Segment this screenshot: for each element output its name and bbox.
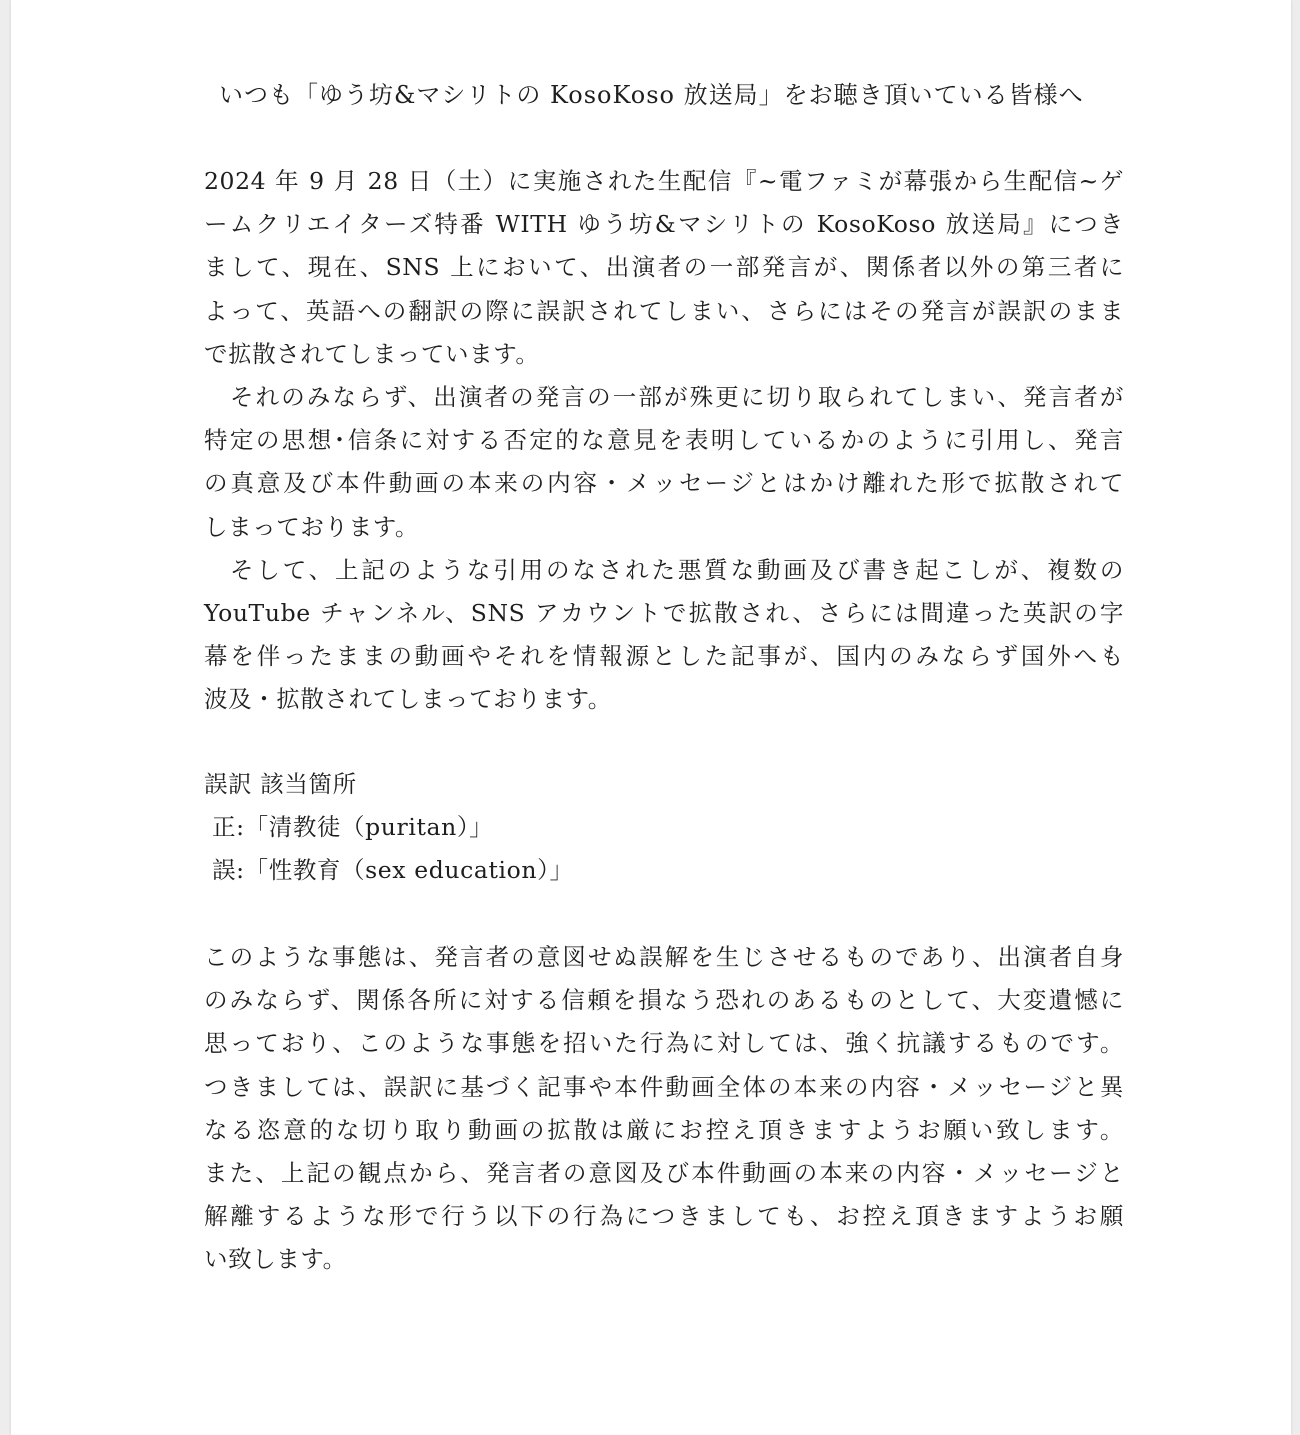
text-line: 2024 年 9 月 28 日（土）に実施された生配信『~電ファミが幕張から生配信~ゲ <box>204 167 1124 195</box>
text-line: つきましては、誤訳に基づく記事や本件動画全体の本来の内容・メッセージと異 <box>204 1072 1124 1101</box>
text-line: また、上記の観点から、発言者の意図及び本件動画の本来の内容・メッセージと <box>204 1158 1124 1187</box>
notice-title: いつも「ゆう坊&マシリトの KosoKoso 放送局」をお聴き頂いている皆様へ <box>219 81 1084 109</box>
text-line: のみならず、関係各所に対する信頼を損なう恐れのあるものとして、大変遺憾に <box>204 986 1124 1015</box>
closing-paragraph <box>204 936 1124 1282</box>
errata-wrong: 誤:「性教育（sex education）」 <box>212 856 574 885</box>
errata-correct: 正:「清教徒（puritan）」 <box>212 813 494 842</box>
errata-heading: 誤訳 該当箇所 <box>204 770 357 798</box>
text-line: それのみならず、出演者の発言の一部が殊更に切り取られてしまい、発言者が <box>230 382 1124 411</box>
text-line: そして、上記のような引用のなされた悪質な動画及び書き起こしが、複数の <box>230 555 1124 584</box>
text-line: 思っており、このような事態を招いた行為に対しては、強く抗議するものです。 <box>204 1029 1124 1058</box>
text-line: 波及・拡散されてしまっております。 <box>204 685 612 714</box>
text-line: の真意及び本件動画の本来の内容・メッセージとはかけ離れた形で拡散されて <box>204 469 1124 498</box>
text-line: このような事態は、発言者の意図せぬ誤解を生じさせるものであり、出演者自身 <box>204 943 1124 971</box>
text-line: しまっております。 <box>204 512 420 541</box>
text-line: まして、現在、SNS 上において、出演者の一部発言が、関係者以外の第三者に <box>204 253 1124 282</box>
text-line: 解離するような形で行う以下の行為につきましても、お控え頂きますようお願 <box>204 1202 1124 1231</box>
text-line: 特定の思想･信条に対する否定的な意見を表明しているかのように引用し、発言 <box>204 426 1124 455</box>
text-line: なる恣意的な切り取り動画の拡散は厳にお控え頂きますようお願い致します。 <box>204 1115 1124 1144</box>
document-page <box>11 0 1291 1435</box>
text-line: よって、英語への翻訳の際に誤訳されてしまい、さらにはその発言が誤訳のまま <box>204 296 1124 325</box>
errata-section <box>204 763 1124 893</box>
text-line: YouTube チャンネル、SNS アカウントで拡散され、さらには間違った英訳の字 <box>204 598 1124 627</box>
text-line: 幕を伴ったままの動画やそれを情報源とした記事が、国内のみならず国外へも <box>204 642 1124 671</box>
intro-paragraphs <box>204 160 1124 721</box>
text-line: で拡散されてしまっています。 <box>204 339 540 368</box>
text-line: い致します。 <box>204 1245 347 1274</box>
text-line: ームクリエイターズ特番 WITH ゆう坊&マシリトの KosoKoso 放送局』につき <box>204 210 1124 239</box>
